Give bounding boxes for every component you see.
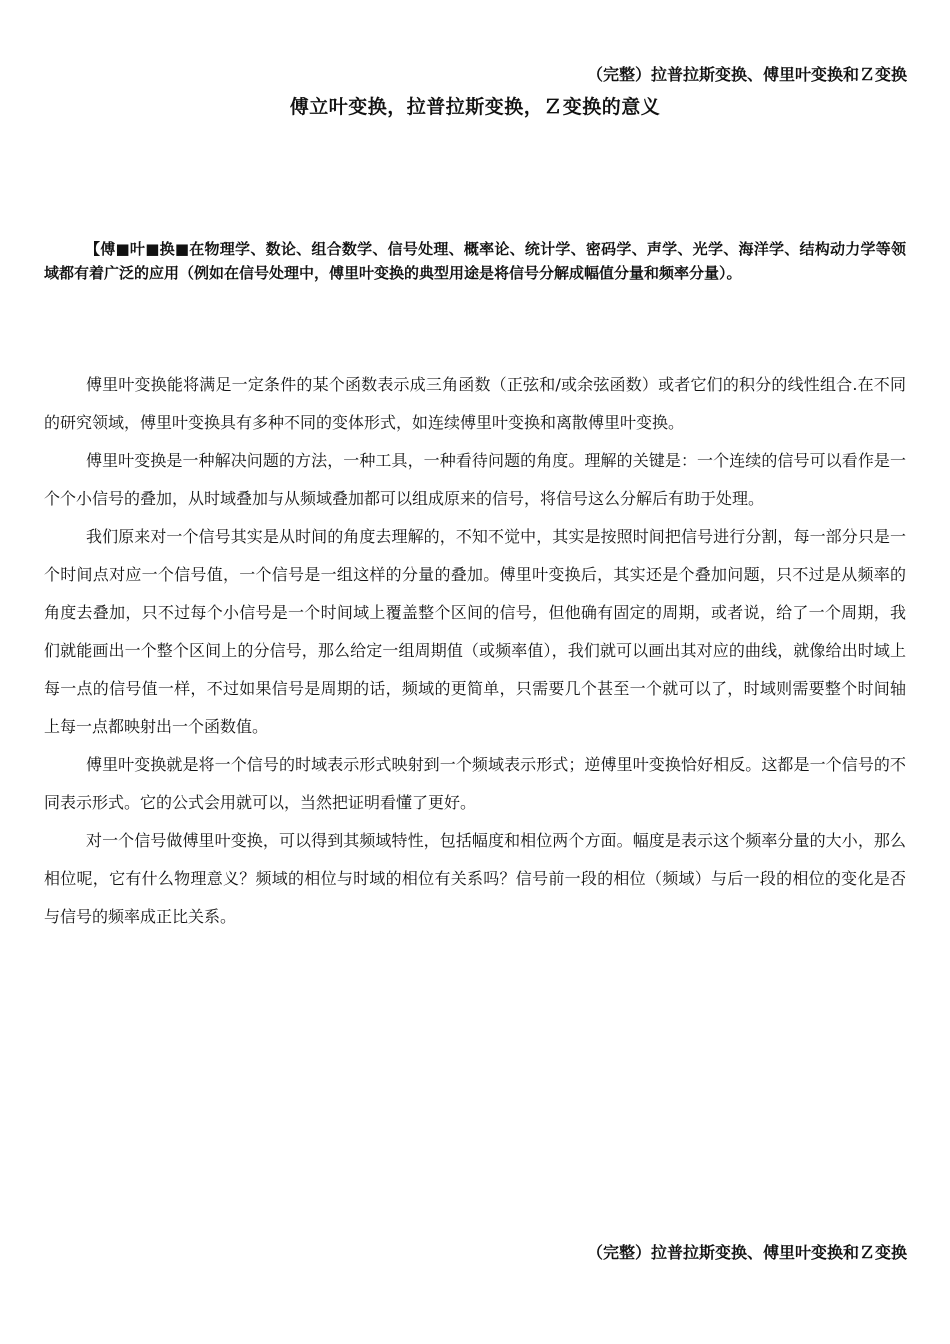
paragraph-4: 傅里叶变换就是将一个信号的时域表示形式映射到一个频域表示形式；逆傅里叶变换恰好相反。这都是一个信号的不同表示形式。它的公式会用就可以，当然把证明看懂了更好。 <box>44 755 906 812</box>
running-footer: （完整）拉普拉斯变换、傅里叶变换和Ｚ变换 <box>586 1243 907 1262</box>
running-header: （完整）拉普拉斯变换、傅里叶变换和Ｚ变换 <box>586 65 907 84</box>
paragraph-5: 对一个信号做傅里叶变换，可以得到其频域特性，包括幅度和相位两个方面。幅度是表示这个频率分量的大小，那么相位呢，它有什么物理意义？频域的相位与时域的相位有关系吗？信号前一段的相位（频域）与后一段的相位的变化是否与信号的频率成正比关系。 <box>44 831 906 926</box>
paragraph-3: 我们原来对一个信号其实是从时间的角度去理解的，不知不觉中，其实是按照时间把信号进行分割，每一部分只是一个时间点对应一个信号值，一个信号是一组这样的分量的叠加。傅里叶变换后，其实还是个叠加问题，只不过是从频率的角度去叠加，只不过每个小信号是一个时间域上覆盖整个区间的信号，但他确有固定的周期，或者说，给了一个周期，我们就能画出一个整个区间上的分信号，那么给定一组周期值（或频率值），我们就可以画出其对应的曲线，就像给出时域上每一点的信号值一样，不过如果信号是周期的话，频域的更简单，只需要几个甚至一个就可以了，时域则需要整个时间轴上每一点都映射出一个函数值。 <box>44 527 906 736</box>
intro-paragraph: 【傅■叶■换■在物理学、数论、组合数学、信号处理、概率论、统计学、密码学、声学、光学、海洋学、结构动力学等领域都有着广泛的应用（例如在信号处理中，傅里叶变换的典型用途是将信号分解成幅值分量和频率分量）。 <box>44 240 906 282</box>
body-text <box>44 366 906 936</box>
paragraph-1: 傅里叶变换能将满足一定条件的某个函数表示成三角函数（正弦和/或余弦函数）或者它们的积分的线性组合.在不同的研究领域，傅里叶变换具有多种不同的变体形式，如连续傅里叶变换和离散傅里叶变换。 <box>44 375 906 432</box>
document-title: 傅立叶变换，拉普拉斯变换，Ｚ变换的意义 <box>289 96 661 118</box>
paragraph-2: 傅里叶变换是一种解决问题的方法，一种工具，一种看待问题的角度。理解的关键是：一个连续的信号可以看作是一个个小信号的叠加，从时域叠加与从频域叠加都可以组成原来的信号，将信号这么分解后有助于处理。 <box>44 451 906 508</box>
